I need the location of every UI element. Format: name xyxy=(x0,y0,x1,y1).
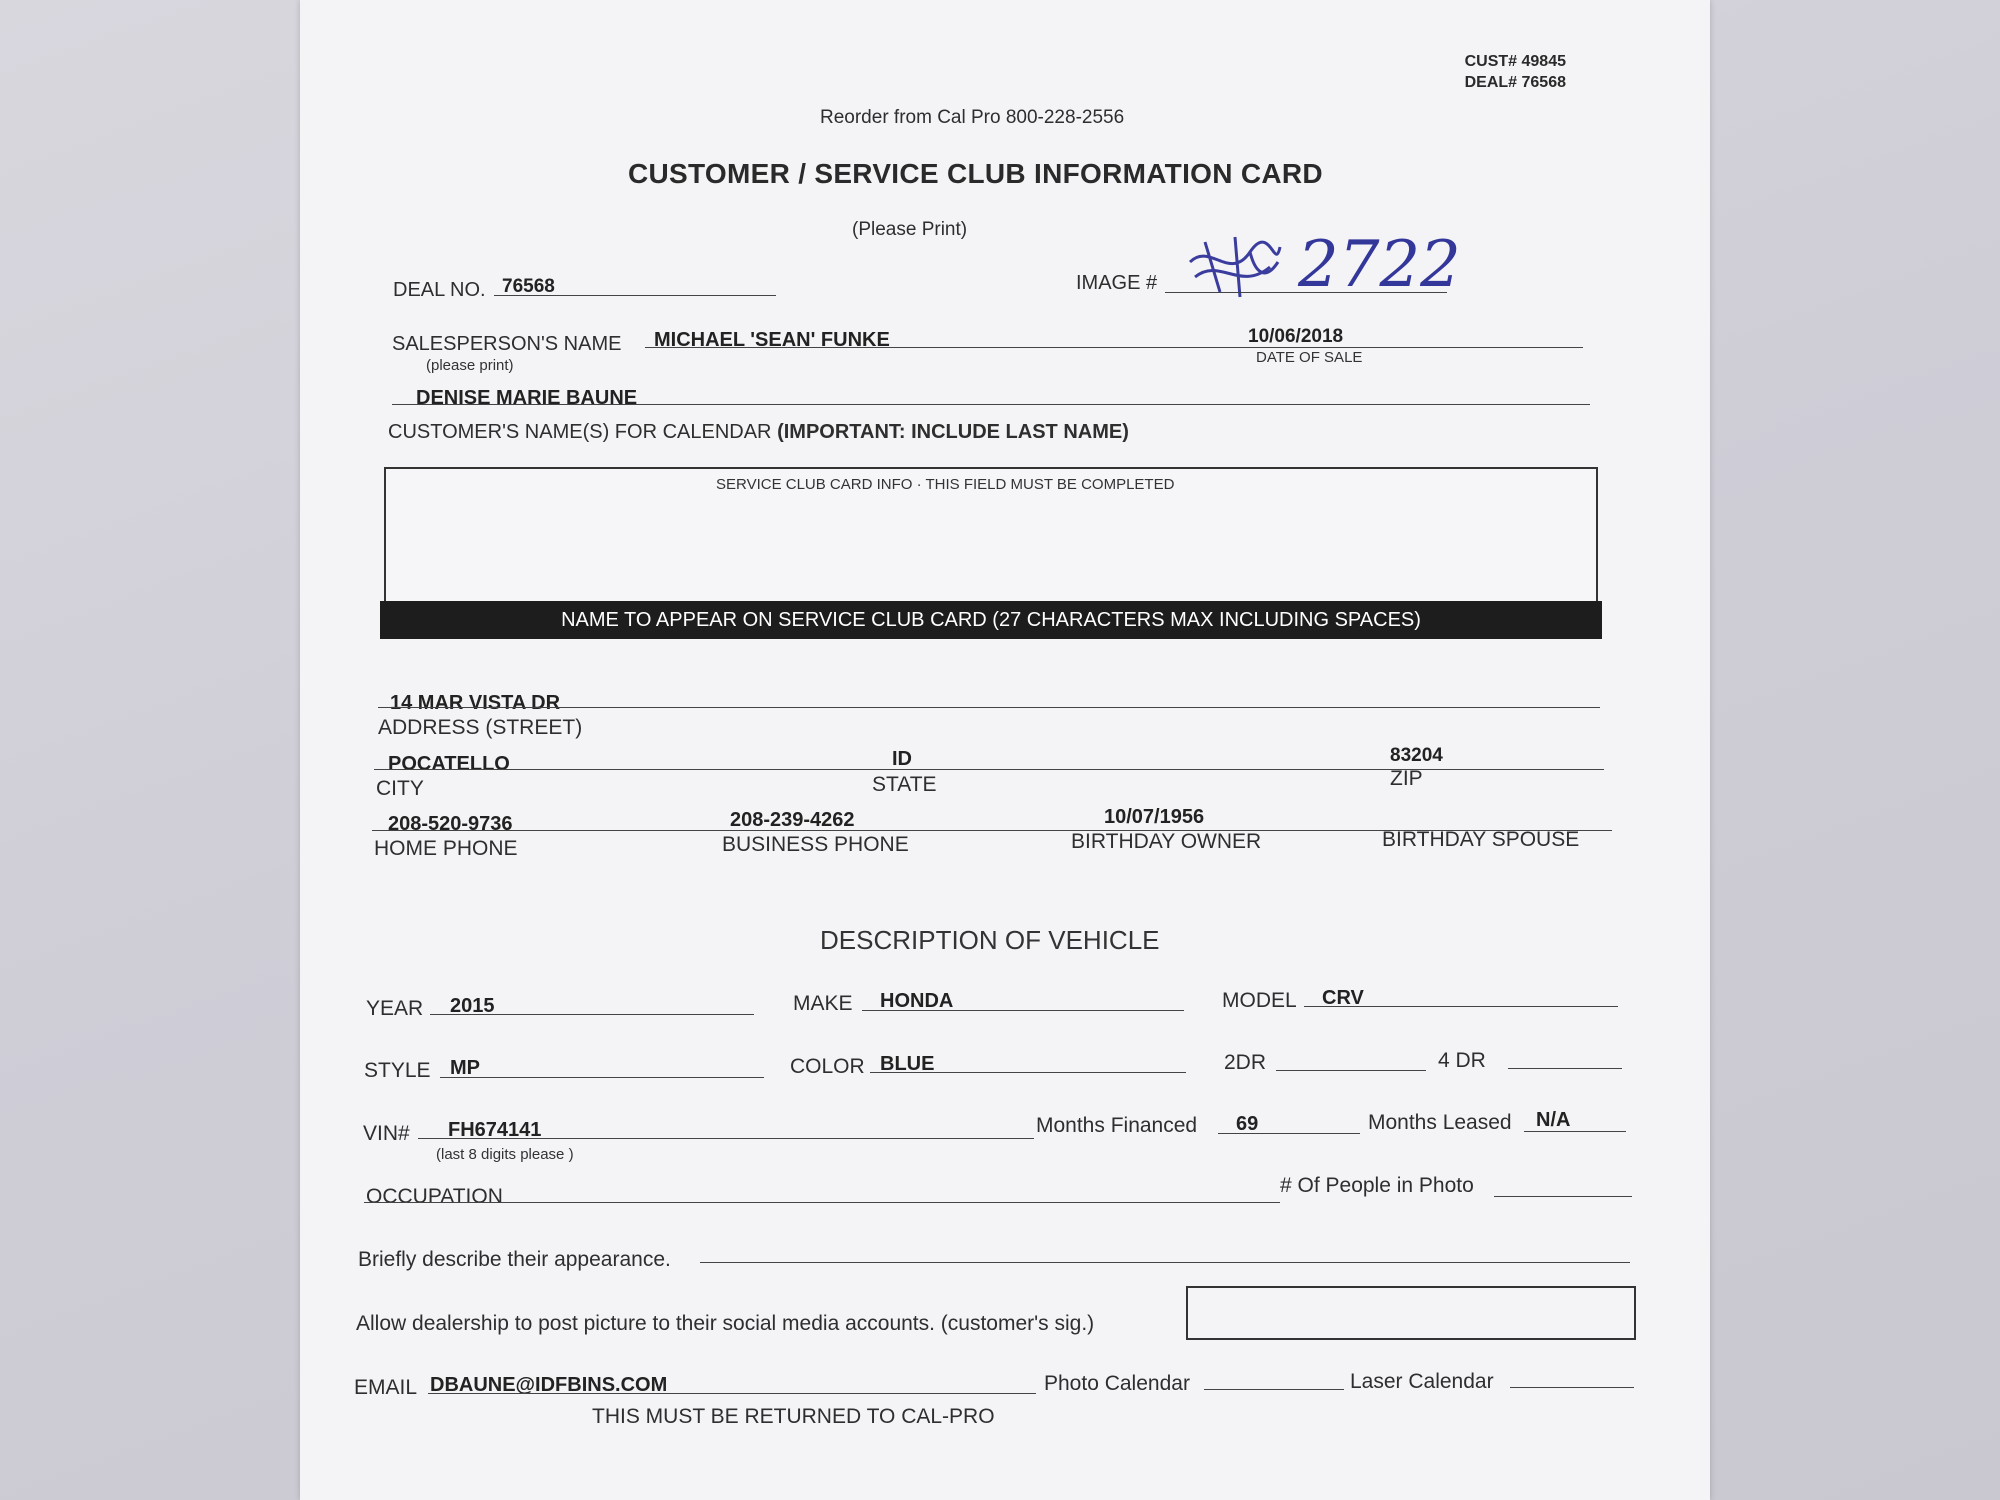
photo-calendar-line[interactable] xyxy=(1204,1389,1344,1390)
date-of-sale-value[interactable]: 10/06/2018 xyxy=(1248,326,1344,347)
reorder-note: Reorder from Cal Pro 800-228-2556 xyxy=(820,107,1125,128)
home-phone-label: HOME PHONE xyxy=(374,837,518,860)
appearance-line[interactable] xyxy=(700,1262,1630,1263)
business-phone-value[interactable]: 208-239-4262 xyxy=(730,809,855,831)
color-label: COLOR xyxy=(790,1055,865,1078)
color-line xyxy=(870,1072,1186,1073)
return-note: THIS MUST BE RETURNED TO CAL-PRO xyxy=(592,1405,995,1428)
street-line xyxy=(378,707,1600,708)
color-value[interactable]: BLUE xyxy=(880,1053,935,1075)
state-value[interactable]: ID xyxy=(892,748,912,770)
home-phone-value[interactable]: 208-520-9736 xyxy=(388,813,513,835)
cust-number: CUST# 49845 xyxy=(1464,53,1566,70)
image-number-value[interactable]: 2722 xyxy=(1298,228,1461,302)
birthday-owner-label: BIRTHDAY OWNER xyxy=(1071,830,1262,853)
email-label: EMAIL xyxy=(354,1376,418,1399)
two-door-line[interactable] xyxy=(1276,1070,1426,1071)
image-number-line xyxy=(1165,292,1447,293)
four-door-line[interactable] xyxy=(1508,1068,1622,1069)
customer-name-label-text: CUSTOMER'S NAME(S) FOR CALENDAR xyxy=(388,421,772,443)
vin-line xyxy=(418,1138,1034,1139)
vin-note: (last 8 digits please ) xyxy=(436,1146,574,1163)
year-line xyxy=(430,1014,754,1015)
months-financed-label: Months Financed xyxy=(1036,1114,1198,1137)
city-label: CITY xyxy=(376,777,424,800)
image-number-label: IMAGE # xyxy=(1076,272,1158,294)
make-line xyxy=(862,1010,1184,1011)
zip-label: ZIP xyxy=(1390,767,1423,790)
salesperson-line xyxy=(645,347,1583,348)
photo-calendar-label: Photo Calendar xyxy=(1044,1372,1190,1395)
model-value[interactable]: CRV xyxy=(1322,987,1364,1009)
date-of-sale-label: DATE OF SALE xyxy=(1256,349,1363,366)
style-line xyxy=(440,1077,764,1078)
birthday-spouse-label: BIRTHDAY SPOUSE xyxy=(1382,828,1580,851)
customer-name-value[interactable]: DENISE MARIE BAUNE xyxy=(416,387,638,409)
customer-signature-box[interactable] xyxy=(1186,1286,1636,1340)
occupation-label: OCCUPATION xyxy=(366,1185,503,1208)
months-financed-value[interactable]: 69 xyxy=(1236,1113,1259,1135)
vehicle-heading: DESCRIPTION OF VEHICLE xyxy=(820,925,1160,955)
months-financed-line xyxy=(1218,1133,1360,1134)
four-door-label: 4 DR xyxy=(1438,1049,1486,1072)
make-value[interactable]: HONDA xyxy=(880,990,954,1012)
deal-no-label: DEAL NO. xyxy=(393,279,486,301)
laser-calendar-line[interactable] xyxy=(1510,1387,1634,1388)
city-value[interactable]: POCATELLO xyxy=(388,753,510,775)
customer-name-label-important: (IMPORTANT: INCLUDE LAST NAME) xyxy=(777,421,1129,443)
email-value[interactable]: DBAUNE@IDFBINS.COM xyxy=(430,1374,668,1396)
street-value[interactable]: 14 MAR VISTA DR xyxy=(390,692,561,714)
customer-name-label xyxy=(388,421,1129,444)
vin-label: VIN# xyxy=(363,1122,410,1145)
people-in-photo-label: # Of People in Photo xyxy=(1280,1174,1474,1197)
card-title: CUSTOMER / SERVICE CLUB INFORMATION CARD xyxy=(628,158,1323,189)
please-print-note: (Please Print) xyxy=(852,219,968,240)
months-leased-label: Months Leased xyxy=(1368,1111,1512,1134)
service-club-box-title: SERVICE CLUB CARD INFO · THIS FIELD MUST BE COMPLETED xyxy=(716,476,1175,493)
social-media-label: Allow dealership to post picture to their social media accounts. (customer's sig.) xyxy=(356,1312,1095,1335)
zip-value[interactable]: 83204 xyxy=(1390,745,1443,766)
appearance-label: Briefly describe their appearance. xyxy=(358,1248,671,1271)
vin-value[interactable]: FH674141 xyxy=(448,1119,542,1141)
model-label: MODEL xyxy=(1222,989,1297,1012)
style-value[interactable]: MP xyxy=(450,1057,480,1079)
salesperson-sublabel: (please print) xyxy=(426,357,514,374)
occupation-line[interactable] xyxy=(364,1202,1280,1203)
style-label: STYLE xyxy=(364,1059,431,1082)
model-line xyxy=(1304,1006,1618,1007)
service-club-name-bar-text: NAME TO APPEAR ON SERVICE CLUB CARD (27 CHARACTERS MAX INCLUDING SPACES) xyxy=(561,608,1421,631)
customer-name-line xyxy=(392,404,1590,405)
salesperson-value[interactable]: MICHAEL 'SEAN' FUNKE xyxy=(654,329,890,351)
business-phone-label: BUSINESS PHONE xyxy=(722,833,909,856)
two-door-label: 2DR xyxy=(1224,1051,1267,1074)
deal-no-line xyxy=(494,295,776,296)
months-leased-line xyxy=(1524,1131,1626,1132)
deal-number: DEAL# 76568 xyxy=(1464,74,1566,91)
birthday-owner-value[interactable]: 10/07/1956 xyxy=(1104,806,1205,828)
street-label: ADDRESS (STREET) xyxy=(378,716,583,739)
information-card xyxy=(300,0,1710,1500)
service-club-name-bar xyxy=(380,601,1602,639)
people-in-photo-line[interactable] xyxy=(1494,1196,1632,1197)
year-label: YEAR xyxy=(366,997,424,1020)
salesperson-label: SALESPERSON'S NAME xyxy=(392,333,622,355)
state-label: STATE xyxy=(872,773,937,796)
months-leased-value[interactable]: N/A xyxy=(1536,1109,1571,1131)
make-label: MAKE xyxy=(793,992,853,1015)
laser-calendar-label: Laser Calendar xyxy=(1350,1370,1494,1393)
email-line xyxy=(428,1393,1036,1394)
year-value[interactable]: 2015 xyxy=(450,995,495,1017)
deal-no-value[interactable]: 76568 xyxy=(502,276,555,297)
